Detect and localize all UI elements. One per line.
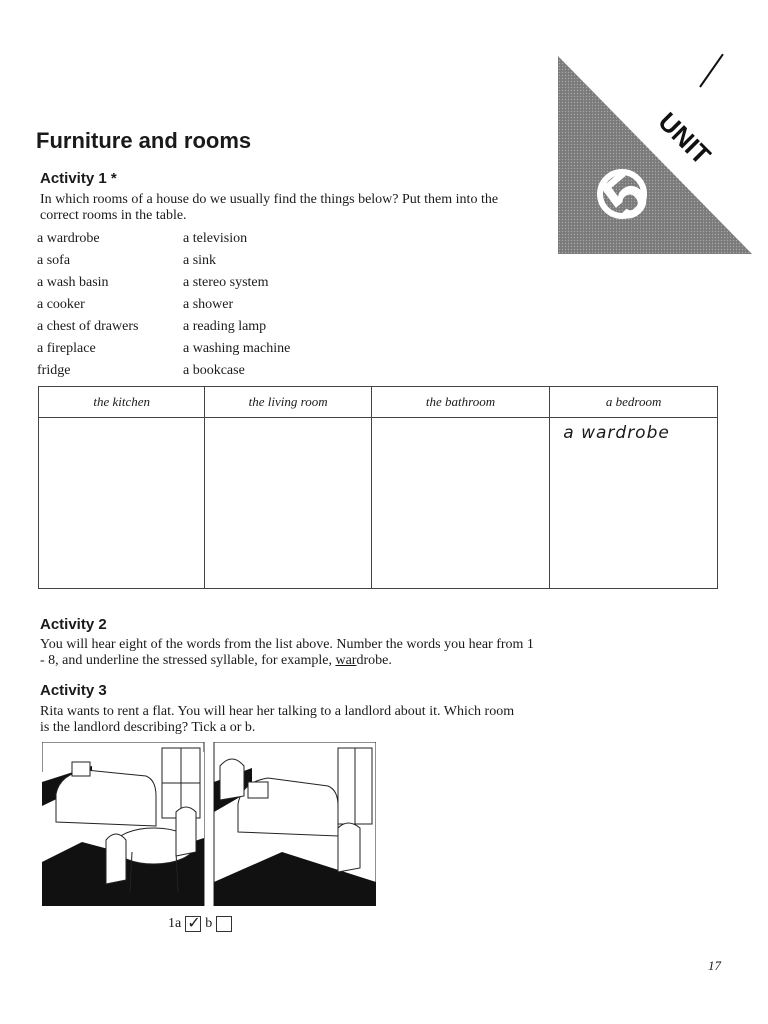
rooms-table bbox=[38, 386, 718, 589]
list-item: a television bbox=[183, 231, 248, 246]
activity3-heading: Activity 3 bbox=[40, 682, 107, 699]
handwritten-entry: a wardrobe bbox=[563, 423, 670, 443]
room-a-picture bbox=[42, 742, 204, 906]
page-title: Furniture and rooms bbox=[36, 128, 252, 153]
unit-label: UNIT bbox=[652, 106, 717, 171]
table-cell-living-room[interactable] bbox=[205, 418, 371, 589]
page-number: 17 bbox=[708, 958, 721, 973]
activity2-instruction: You will hear eight of the words from the list above. Number the words you hear from 1 - 8, and underline the stressed syllable, for example, wardrobe. bbox=[40, 637, 534, 668]
word-list-right bbox=[183, 228, 290, 382]
table-cell-bathroom[interactable] bbox=[371, 418, 549, 589]
list-item: a shower bbox=[183, 297, 234, 312]
option-a-label: 1a bbox=[168, 916, 182, 931]
unit-corner-badge bbox=[558, 56, 754, 256]
list-item: a washing machine bbox=[183, 341, 291, 356]
table-header-kitchen: the kitchen bbox=[39, 387, 205, 418]
list-item: a sink bbox=[183, 253, 217, 268]
room-b-picture bbox=[214, 742, 376, 906]
activity1-instruction: In which rooms of a house do we usually find the things below? Put them into the correct rooms in the table. bbox=[40, 192, 499, 223]
option-b-label: b bbox=[205, 916, 213, 931]
word-list-left bbox=[37, 228, 138, 382]
list-item: a chest of drawers bbox=[37, 319, 139, 334]
answer-row bbox=[168, 916, 232, 932]
list-item: a wardrobe bbox=[37, 231, 100, 246]
list-item: fridge bbox=[37, 363, 71, 378]
list-item: a wash basin bbox=[37, 275, 109, 290]
room-illustration bbox=[42, 742, 376, 906]
list-item: a cooker bbox=[37, 297, 85, 312]
activity3-instruction: Rita wants to rent a flat. You will hear her talking to a landlord about it. Which room is the landlord describing? Tick a or b. bbox=[40, 704, 515, 735]
unit-number: 5 bbox=[588, 157, 662, 236]
activity1-heading: Activity 1 * bbox=[40, 170, 117, 187]
table-cell-bedroom[interactable] bbox=[550, 418, 718, 589]
option-b-checkbox[interactable] bbox=[216, 916, 232, 932]
table-header-bedroom: a bedroom bbox=[550, 387, 718, 418]
list-item: a bookcase bbox=[183, 363, 245, 378]
activity2-heading: Activity 2 bbox=[40, 616, 107, 633]
table-header-bathroom: the bathroom bbox=[371, 387, 549, 418]
option-a-checkbox[interactable] bbox=[185, 916, 201, 932]
table-cell-kitchen[interactable] bbox=[39, 418, 205, 589]
list-item: a fireplace bbox=[37, 341, 96, 356]
list-item: a reading lamp bbox=[183, 319, 267, 334]
list-item: a stereo system bbox=[183, 275, 269, 290]
table-header-living-room: the living room bbox=[205, 387, 371, 418]
list-item: a sofa bbox=[37, 253, 71, 268]
